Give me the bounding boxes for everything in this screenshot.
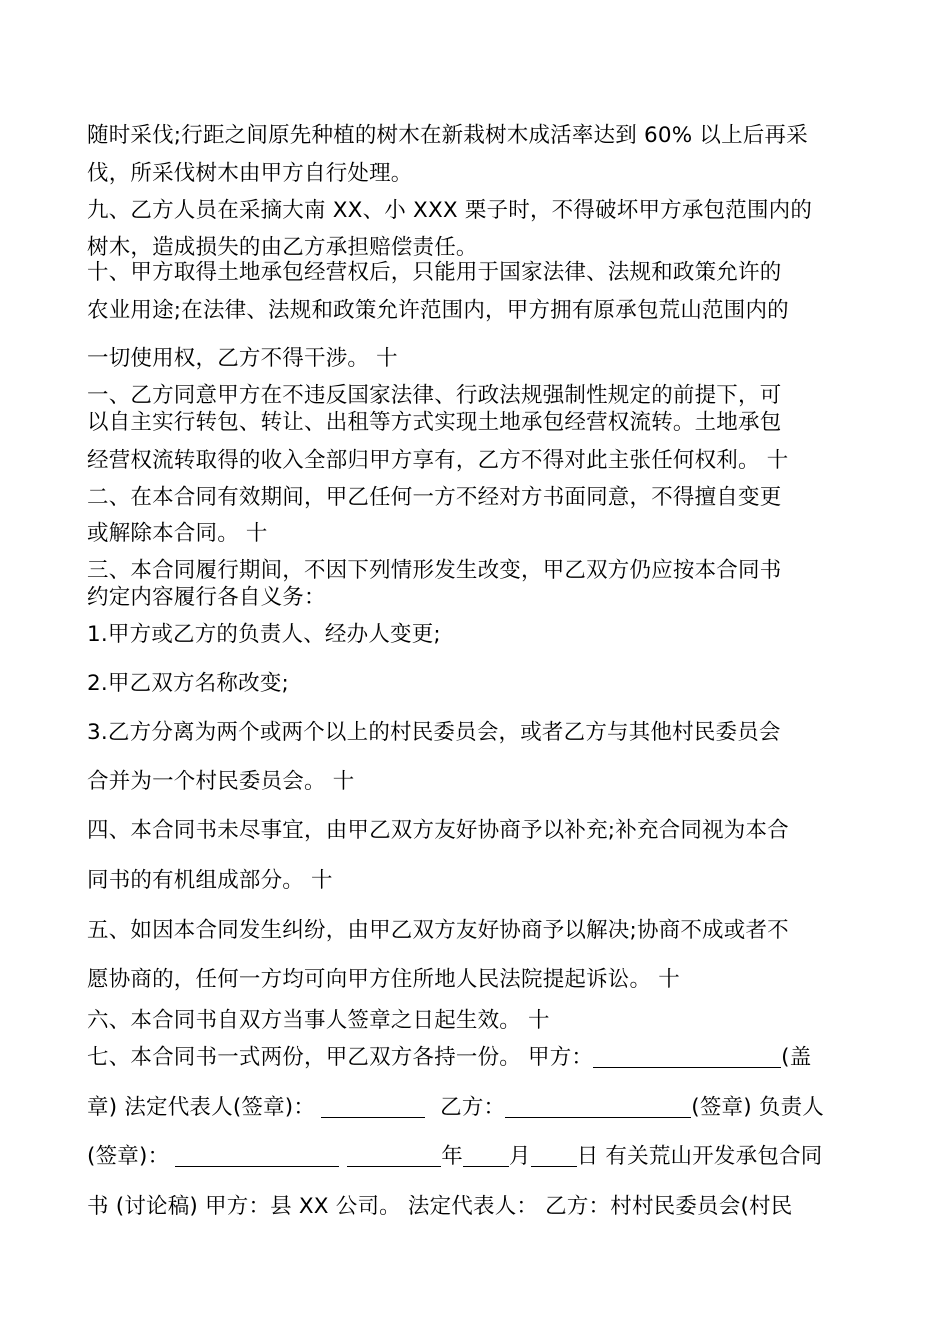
text-line: 树木，造成损失的由乙方承担赔偿责任。 — [87, 235, 478, 260]
text-line: 经营权流转取得的收入全部归甲方享有，乙方不得对此主张任何权利。 十 — [87, 448, 789, 473]
blank-field — [347, 1144, 441, 1167]
text-fragment: (盖 — [781, 1045, 812, 1070]
blank-field — [531, 1144, 577, 1167]
text-fragment: 乙方： — [440, 1095, 506, 1120]
text-line: 2.甲乙双方名称改变; — [87, 671, 289, 696]
text-line: 二、在本合同有效期间，甲乙任何一方不经对方书面同意，不得擅自变更 — [87, 485, 782, 510]
text-line: 约定内容履行各自义务： — [87, 585, 326, 610]
text-fragment: 章) 法定代表人(签章)： — [87, 1095, 316, 1120]
text-line: 书 (讨论稿) 甲方：县 XX 公司。 法定代表人： 乙方：村村民委员会(村民 — [87, 1194, 793, 1219]
text-line: 三、本合同履行期间，不因下列情形发生改变，甲乙双方仍应按本合同书 — [87, 558, 782, 583]
text-fragment: 日 有关荒山开发承包合同 — [576, 1144, 823, 1169]
blank-field — [593, 1045, 781, 1068]
signature-line-2 — [87, 1093, 867, 1123]
blank-field — [321, 1095, 425, 1118]
text-line: 五、如因本合同发生纠纷，由甲乙双方友好协商予以解决;协商不成或者不 — [87, 918, 789, 943]
signature-line-3 — [87, 1142, 867, 1172]
blank-field — [175, 1144, 339, 1167]
text-fragment: (签章)： — [87, 1144, 170, 1169]
text-line: 农业用途;在法律、法规和政策允许范围内，甲方拥有原承包荒山范围内的 — [87, 298, 789, 323]
blank-field — [463, 1144, 509, 1167]
text-fragment: 年 — [441, 1144, 463, 1169]
signature-line-1 — [87, 1043, 867, 1073]
text-line: 十、甲方取得土地承包经营权后，只能用于国家法律、法规和政策允许的 — [87, 260, 782, 285]
text-line: 九、乙方人员在采摘大南 XX、小 XXX 栗子时，不得破坏甲方承包范围内的 — [87, 198, 813, 223]
text-line: 六、本合同书自双方当事人签章之日起生效。 十 — [87, 1008, 550, 1033]
text-line: 四、本合同书未尽事宜，由甲乙双方友好协商予以补充;补充合同视为本合 — [87, 818, 789, 843]
text-line: 伐，所采伐树木由甲方自行处理。 — [87, 161, 413, 186]
text-line: 一、乙方同意甲方在不违反国家法律、行政法规强制性规定的前提下，可 — [87, 383, 782, 408]
text-line: 或解除本合同。 十 — [87, 521, 268, 546]
text-line: 随时采伐;行距之间原先种植的树木在新栽树木成活率达到 60% 以上后再采 — [87, 123, 808, 148]
text-fragment: (签章) 负责人 — [691, 1095, 824, 1120]
text-line: 一切使用权，乙方不得干涉。 十 — [87, 346, 398, 371]
text-line: 3.乙方分离为两个或两个以上的村民委员会，或者乙方与其他村民委员会 — [87, 720, 781, 745]
blank-field — [505, 1095, 691, 1118]
text-fragment: 月 — [508, 1144, 531, 1169]
text-fragment: 七、本合同书一式两份，甲乙双方各持一份。 甲方： — [87, 1045, 594, 1070]
text-line: 愿协商的，任何一方均可向甲方住所地人民法院提起诉讼。 十 — [87, 967, 680, 992]
text-line: 同书的有机组成部分。 十 — [87, 868, 333, 893]
text-line: 以自主实行转包、转让、出租等方式实现土地承包经营权流转。土地承包 — [87, 410, 782, 435]
text-line: 合并为一个村民委员会。 十 — [87, 769, 355, 794]
text-line: 1.甲方或乙方的负责人、经办人变更; — [87, 622, 441, 647]
